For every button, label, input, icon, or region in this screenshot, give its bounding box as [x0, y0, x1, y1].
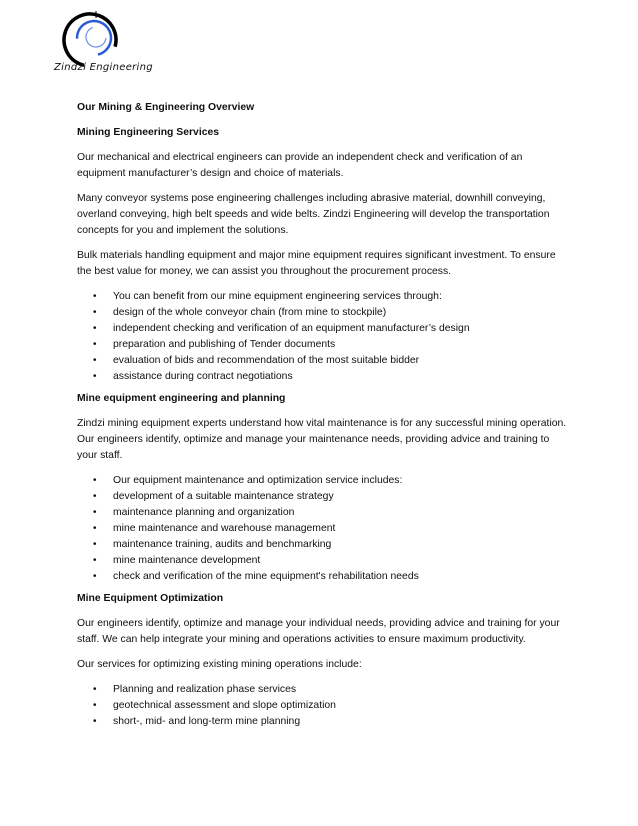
list-item: • design of the whole conveyor chain (from mine to stockpile): [113, 305, 567, 321]
section-heading: Mining Engineering Services: [77, 127, 220, 138]
section-mine-equipment-engineering: [77, 391, 567, 585]
page-title: Our Mining & Engineering Overview: [77, 102, 255, 113]
bullet-list: [77, 289, 567, 385]
list-item: • preparation and publishing of Tender documents: [113, 337, 567, 353]
document-body: [77, 100, 567, 736]
section-heading: Mine equipment engineering and planning: [77, 393, 286, 404]
paragraph: Many conveyor systems pose engineering challenges including abrasive material, downhill conveying, overland conveying, high belt speeds and wide belts. Zindzi Engineering will develop the transportation concepts for you and implement the solutions.: [77, 193, 550, 236]
list-item: • You can benefit from our mine equipment engineering services through:: [113, 289, 567, 305]
list-item: • check and verification of the mine equipment's rehabilitation needs: [113, 569, 567, 585]
list-item: • maintenance training, audits and benchmarking: [113, 537, 567, 553]
list-item: • maintenance planning and organization: [113, 505, 567, 521]
list-item: • assistance during contract negotiations: [113, 369, 567, 385]
paragraph: Our engineers identify, optimize and manage your individual needs, providing advice and training for your staff. We can help integrate your mining and operations activities to ensure maximum productivity.: [77, 618, 560, 645]
section-mine-equipment-optimization: [77, 591, 567, 730]
bullet-list: [77, 473, 567, 585]
list-item: • independent checking and verification of an equipment manufacturer’s design: [113, 321, 567, 337]
list-item: • mine maintenance and warehouse management: [113, 521, 567, 537]
paragraph: Bulk materials handling equipment and major mine equipment requires significant investment. To ensure the best value for money, we can assist you throughout the procurement process.: [77, 250, 556, 277]
paragraph: Our mechanical and electrical engineers can provide an independent check and verification of an equipment manufacturer’s design and choice of materials.: [77, 152, 523, 179]
list-item: • short-, mid- and long-term mine planning: [113, 714, 567, 730]
paragraph: Zindzi mining equipment experts understand how vital maintenance is for any successful mining operation. Our engineers identify, optimize and manage your maintenance needs, providing advice and training to your staff.: [77, 418, 567, 461]
bullet-list: [77, 682, 567, 730]
list-item: • mine maintenance development: [113, 553, 567, 569]
logo-text: Zindzi Engineering: [54, 62, 153, 73]
list-item: • Our equipment maintenance and optimization service includes:: [113, 473, 567, 489]
list-item: • evaluation of bids and recommendation of the most suitable bidder: [113, 353, 567, 369]
list-item: • Planning and realization phase services: [113, 682, 567, 698]
list-item: • development of a suitable maintenance strategy: [113, 489, 567, 505]
paragraph: Our services for optimizing existing mining operations include:: [77, 659, 362, 670]
section-heading: Mine Equipment Optimization: [77, 593, 224, 604]
section-mining-engineering-services: [77, 125, 567, 385]
list-item: • geotechnical assessment and slope optimization: [113, 698, 567, 714]
